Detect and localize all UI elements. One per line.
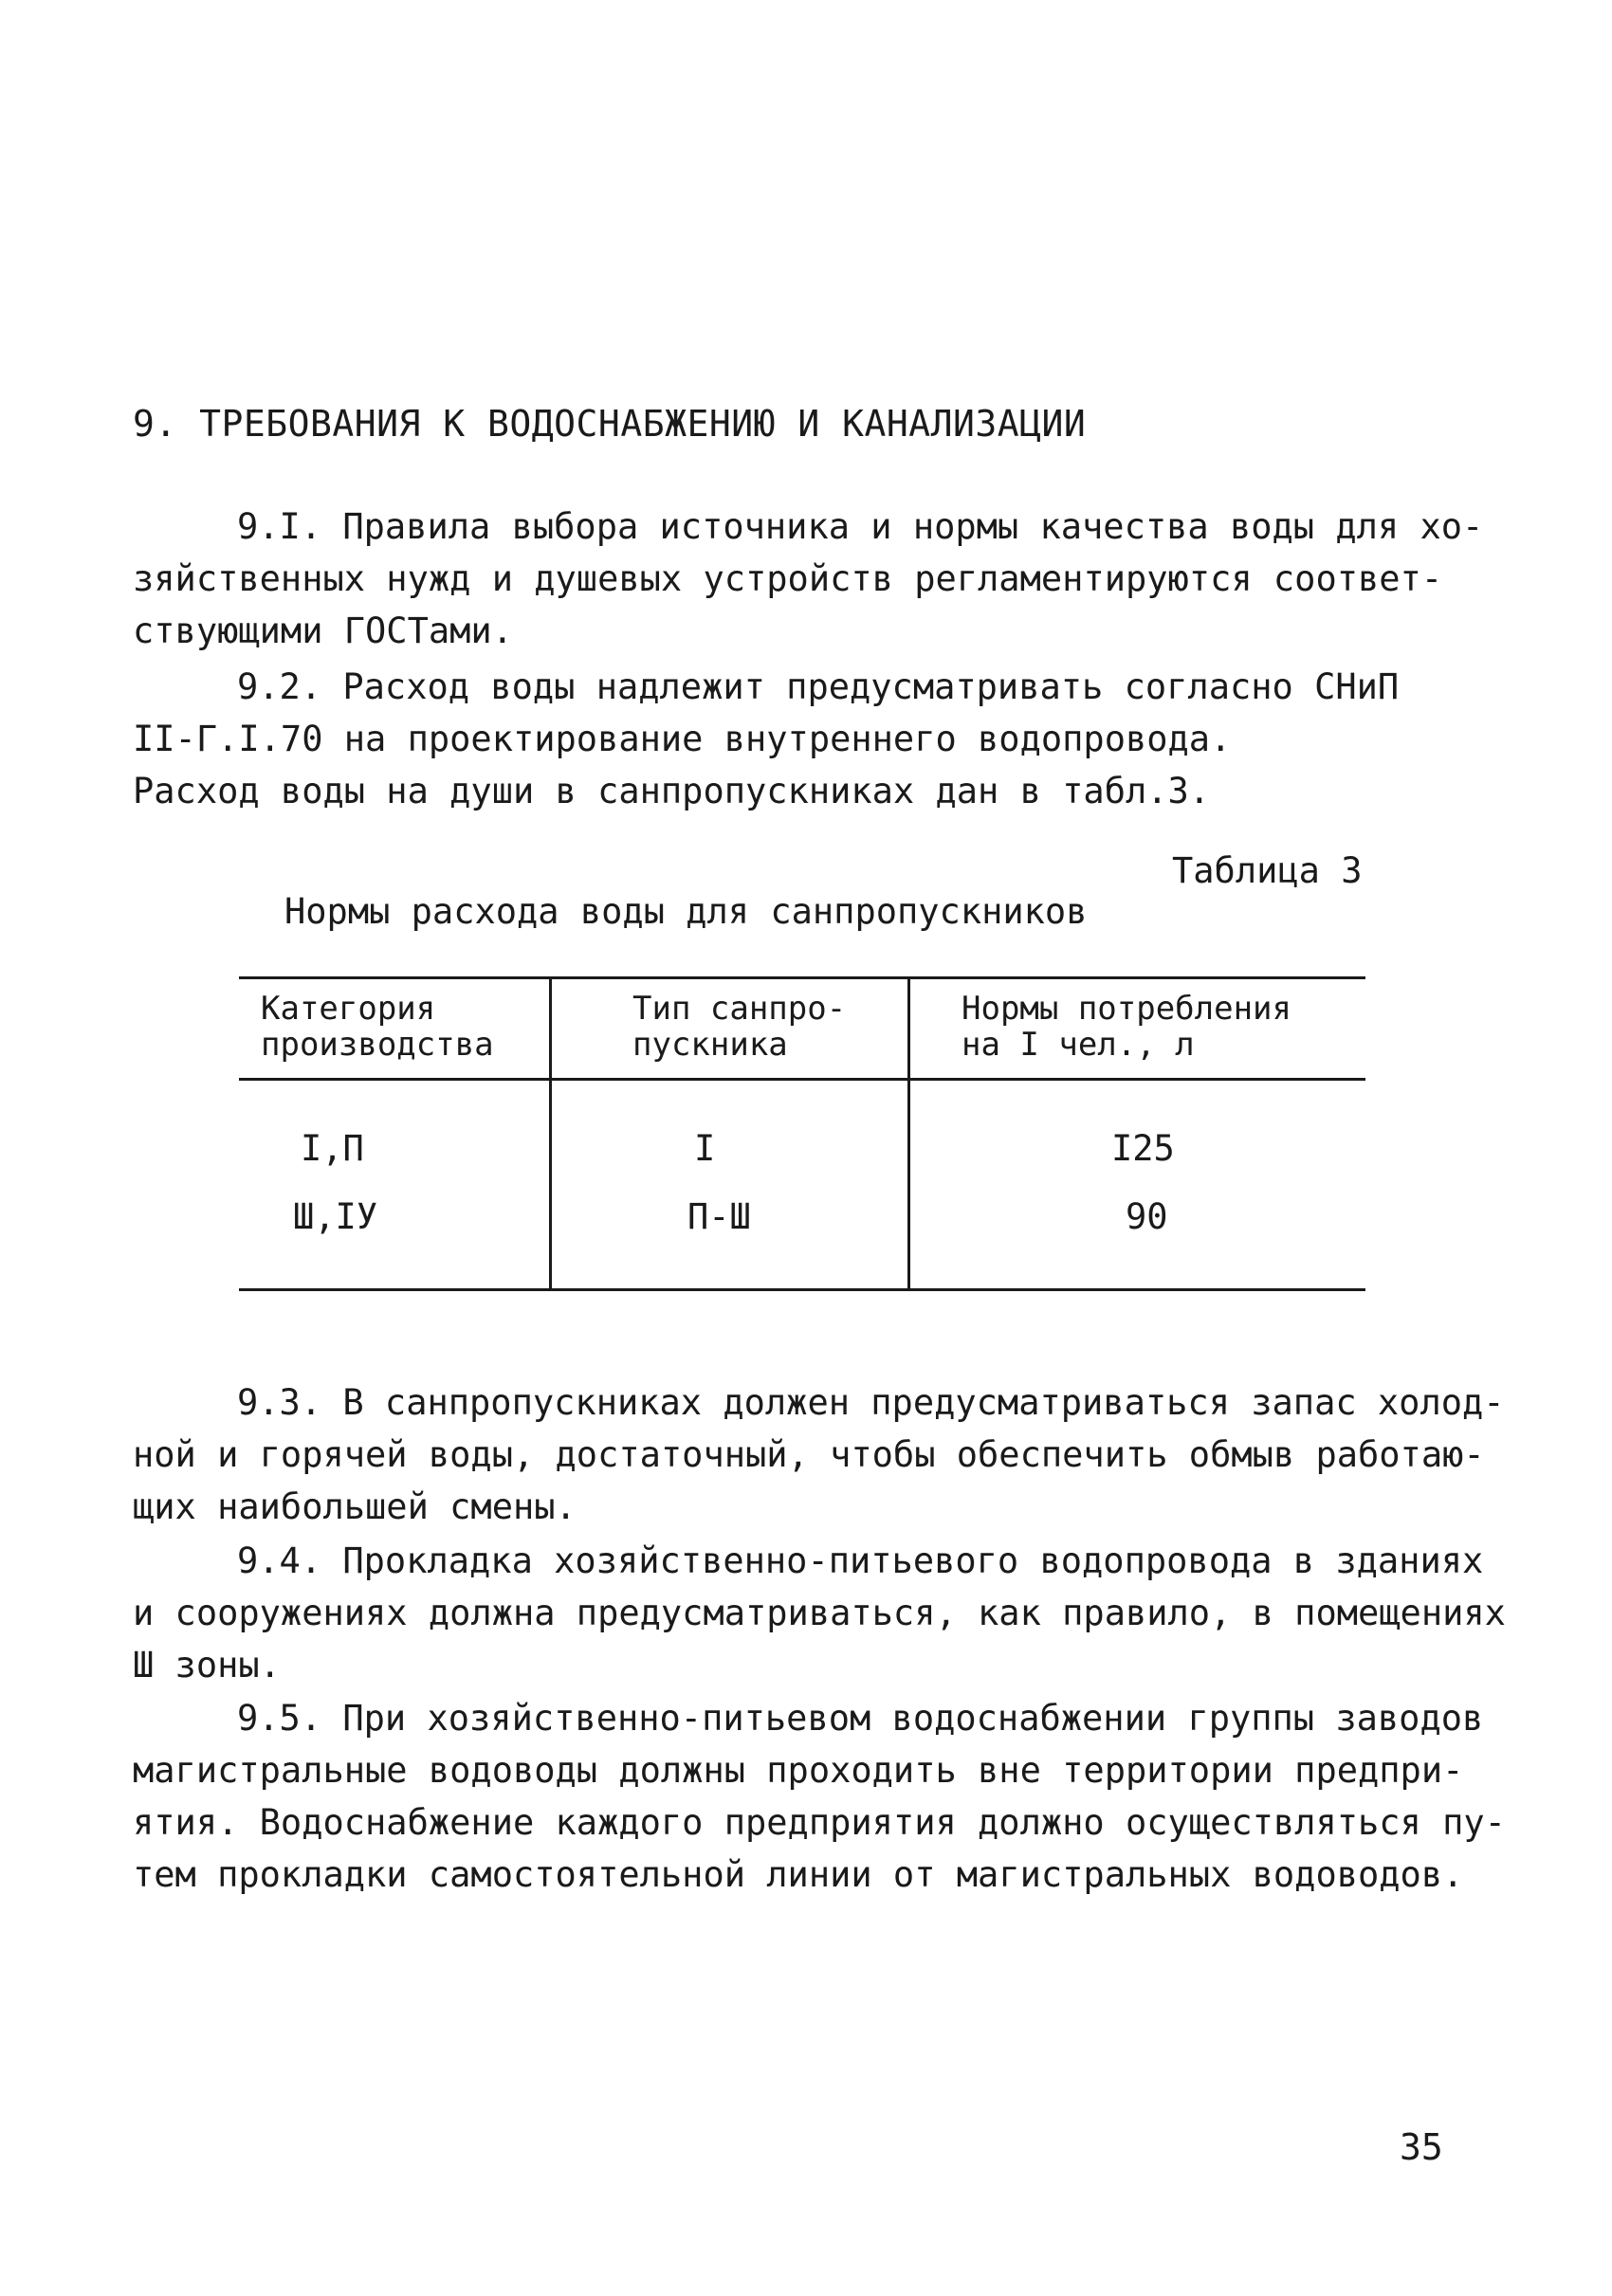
table-cell-category: Ш,IУ: [293, 1196, 378, 1237]
water-norms-table: [239, 976, 1365, 1291]
paragraph-9-5: [133, 1692, 1506, 1901]
paragraph-line: 9.5. При хозяйственно-питьевом водоснабжении группы заводов: [237, 1698, 1484, 1739]
table-label: Таблица 3: [1172, 850, 1363, 891]
paragraph-line: 9.3. В санпропускниках должен предусматриваться запас холод-: [237, 1382, 1505, 1423]
table-cell-norm: 90: [1126, 1196, 1168, 1237]
paragraph-line: 9.4. Прокладка хозяйственно-питьевого водопровода в зданиях: [237, 1540, 1484, 1581]
paragraph-line: щих наибольшей смены.: [133, 1486, 577, 1527]
paragraph-line: и сооружениях должна предусматриваться, как правило, в помещениях: [133, 1593, 1506, 1633]
paragraph-line: 9.I. Правила выбора источника и нормы качества воды для хо-: [237, 506, 1484, 547]
paragraph-9-2: [133, 661, 1479, 817]
table-header-rule: [239, 1078, 1365, 1081]
table-top-rule: [239, 976, 1365, 979]
paragraph-line: ствующими ГОСТами.: [133, 610, 513, 651]
paragraph-9-1: [133, 501, 1484, 657]
table-header-category: Категория производства: [261, 990, 494, 1064]
paragraph-line: ятия. Водоснабжение каждого предприятия должно осуществляться пу-: [133, 1802, 1506, 1843]
table-cell-type: I: [694, 1128, 716, 1169]
table-column-divider: [907, 976, 910, 1291]
paragraph-9-4: [133, 1535, 1506, 1691]
paragraph-line: зяйственных нужд и душевых устройств регламентируются соответ-: [133, 558, 1443, 599]
paragraph-line: 9.2. Расход воды надлежит предусматривать согласно СНиП: [237, 666, 1400, 707]
table-cell-type: П-Ш: [687, 1196, 751, 1237]
paragraph-line: магистральные водоводы должны проходить вне территории предпри-: [133, 1750, 1464, 1791]
table-cell-norm: I25: [1111, 1128, 1175, 1169]
section-heading: 9. ТРЕБОВАНИЯ К ВОДОСНАБЖЕНИЮ И КАНАЛИЗАЦИИ: [133, 403, 1087, 445]
paragraph-line: II-Г.I.70 на проектирование внутреннего водопровода.: [133, 719, 1232, 759]
paragraph-line: тем прокладки самостоятельной линии от магистральных водоводов.: [133, 1854, 1464, 1895]
table-header-norms: Нормы потребления на I чел., л: [962, 990, 1291, 1064]
table-cell-category: I,П: [301, 1128, 364, 1169]
table-bottom-rule: [239, 1288, 1365, 1291]
table-title: Нормы расхода воды для санпропускников: [284, 891, 1088, 932]
paragraph-9-3: [133, 1376, 1505, 1533]
paragraph-line: Ш зоны.: [133, 1645, 281, 1686]
table-column-divider: [549, 976, 552, 1291]
paragraph-line: ной и горячей воды, достаточный, чтобы обеспечить обмыв работаю-: [133, 1434, 1485, 1475]
paragraph-line: Расход воды на души в санпропускниках дан в табл.3.: [133, 771, 1211, 811]
table-header-type: Тип санпро- пускника: [632, 990, 847, 1064]
page-number: 35: [1400, 2126, 1443, 2168]
